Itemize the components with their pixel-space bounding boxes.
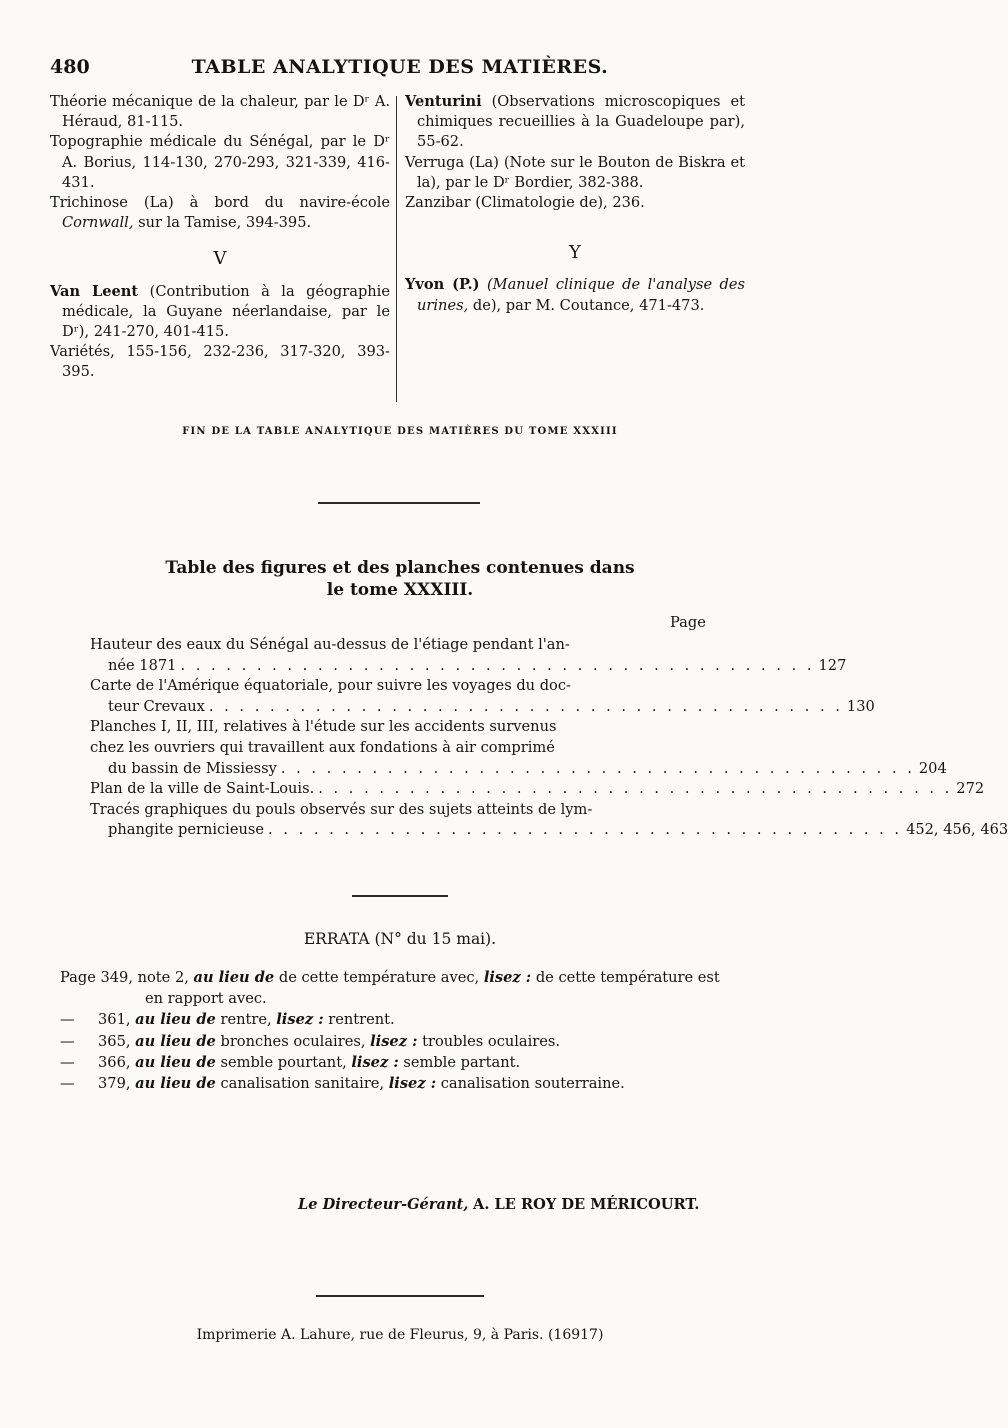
figure-page: 204	[918, 759, 947, 777]
right-column	[405, 92, 745, 316]
errata-right: canalisation souterraine.	[440, 1075, 625, 1093]
entry-head: Yvon (P.)	[405, 276, 480, 294]
page-title: TABLE ANALYTIQUE DES MATIÈRES.	[191, 56, 609, 78]
entry-text: (Observations microscopiques et chimiques recueillies à la Guadeloupe par), 55-62.	[417, 93, 745, 151]
index-entry: Théorie mécanique de la chaleur, par le Dʳ A. Héraud, 81-115.	[50, 93, 390, 131]
leader-dots: . . . . . . . . . . . . . . . . . . . . . . . . . . . . . . . . . . . . . . . . . .	[318, 780, 953, 798]
director-signature	[298, 1196, 699, 1213]
figure-text: Planches I, II, III, relatives à l'étude sur les accidents survenus	[90, 718, 557, 736]
lisez: lisez :	[370, 1032, 418, 1050]
errata-row	[60, 1031, 740, 1052]
errata-lead: —	[60, 1053, 75, 1071]
index-entry	[405, 92, 745, 153]
figure-page: 130	[846, 697, 875, 715]
figure-text: Hauteur des eaux du Sénégal au-dessus de l'étiage pendant l'an-	[90, 636, 570, 653]
leader-dots: . . . . . . . . . . . . . . . . . . . . . . . . . . . . . . . . . . . . . . . . . .	[208, 697, 843, 715]
figures-title-line-1: Table des figures et des planches contenues dans	[165, 558, 635, 578]
errata-wrong: canalisation sanitaire,	[220, 1075, 385, 1093]
figures-title	[100, 557, 700, 601]
column-divider	[396, 96, 397, 402]
figure-text: phangite pernicieuse	[108, 821, 265, 839]
director-name: A. LE ROY DE MÉRICOURT.	[473, 1196, 700, 1213]
horizontal-rule	[316, 1295, 484, 1297]
entry-text: de), par M. Coutance, 471-473.	[468, 296, 705, 314]
au-lieu-de: au lieu de	[135, 1032, 216, 1050]
horizontal-rule	[352, 895, 448, 897]
figure-text: Carte de l'Amérique équatoriale, pour suivre les voyages du doc-	[90, 677, 571, 695]
director-role: Le Directeur-Gérant,	[298, 1196, 469, 1213]
index-entry: Variétés, 155-156, 232-236, 317-320, 393-395.	[50, 343, 390, 381]
figure-item	[90, 717, 947, 779]
errata-page: 366,	[98, 1053, 131, 1071]
errata-wrong: semble pourtant,	[220, 1053, 347, 1071]
au-lieu-de: au lieu de	[135, 1011, 216, 1029]
figure-page: 452, 456, 463	[906, 821, 1008, 839]
figure-text: chez les ouvriers qui travaillent aux fondations à air comprimé	[90, 738, 555, 756]
figure-text: du bassin de Missiessy	[108, 759, 277, 777]
figure-text: teur Crevaux	[108, 697, 205, 715]
lisez: lisez :	[276, 1011, 324, 1029]
lisez: lisez :	[351, 1053, 399, 1071]
page-number: 480	[50, 56, 90, 78]
au-lieu-de: au lieu de	[135, 1053, 216, 1071]
errata-page: 365,	[98, 1032, 131, 1050]
figures-list	[90, 635, 1008, 841]
errata-wrong: de cette température avec,	[278, 969, 480, 986]
index-entry: Topographie médicale du Sénégal, par le Dʳ A. Borius, 114-130, 270-293, 321-339, 416-431.	[50, 133, 390, 191]
figure-text: Tracés graphiques du pouls observés sur des sujets atteints de lym-	[90, 800, 593, 818]
leader-dots: . . . . . . . . . . . . . . . . . . . . . . . . . . . . . . . . . . . . . . . . . .	[268, 821, 903, 839]
errata-wrong: rentre,	[220, 1011, 272, 1029]
figures-title-line-2: le tome XXXIII.	[326, 580, 474, 600]
section-letter-v: V	[213, 248, 227, 270]
left-column	[50, 92, 390, 383]
index-entry	[405, 275, 745, 315]
entry-text: sur la Tamise, 394-395.	[133, 214, 312, 232]
errata-lead: —	[60, 1032, 75, 1050]
figure-page: 272	[956, 780, 985, 798]
errata-lead: —	[60, 1075, 75, 1093]
figure-item	[90, 676, 875, 717]
errata-title: ERRATA (N° du 15 mai).	[303, 930, 497, 948]
horizontal-rule	[318, 502, 480, 504]
entry-head: Venturini	[405, 93, 482, 110]
figure-text: née 1871	[108, 656, 177, 674]
errata-page: 379,	[98, 1075, 131, 1093]
errata-row	[60, 1073, 740, 1094]
lisez: lisez :	[388, 1075, 437, 1093]
index-entry: Zanzibar (Climatologie de), 236.	[405, 194, 645, 212]
leader-dots: . . . . . . . . . . . . . . . . . . . . . . . . . . . . . . . . . . . . . . . . . .	[180, 656, 815, 674]
errata-right: rentrent.	[328, 1011, 395, 1029]
figure-item	[90, 779, 985, 800]
errata-row	[60, 1052, 740, 1073]
errata-right: semble partant.	[403, 1053, 521, 1071]
errata-lead: —	[60, 1011, 75, 1029]
figure-text: Plan de la ville de Saint-Louis.	[90, 780, 315, 798]
au-lieu-de: au lieu de	[135, 1075, 216, 1093]
entry-italic: (Manuel clinique de l'analyse des urines,	[417, 276, 745, 314]
entry-head: Van Leent	[50, 282, 139, 300]
printer-imprint: Imprimerie A. Lahure, rue de Fleurus, 9, à Paris. (16917)	[196, 1327, 604, 1343]
errata-list	[60, 967, 740, 1094]
entry-text: Trichinose (La) à bord du navire-école	[50, 194, 390, 212]
index-entry	[50, 282, 390, 343]
errata-lead: Page 349, note 2,	[60, 969, 189, 986]
figure-item	[90, 635, 847, 676]
end-of-table-line: FIN DE LA TABLE ANALYTIQUE DES MATIÈRES DU TOME XXXIII	[182, 426, 618, 437]
entry-text: (Contribution à la géographie médicale, la Guyane néerlandaise, par le Dʳ), 241-270, 401-415.	[62, 282, 390, 341]
errata-page: 361,	[98, 1011, 131, 1029]
errata-row	[60, 967, 740, 1009]
errata-right: de cette température est en rapport avec.	[145, 969, 720, 1008]
au-lieu-de: au lieu de	[193, 969, 275, 986]
lisez: lisez :	[483, 969, 532, 986]
figure-page: 127	[818, 656, 847, 674]
leader-dots: . . . . . . . . . . . . . . . . . . . . . . . . . . . . . . . . . . . . . . . . . .	[280, 759, 915, 777]
section-letter-y: Y	[569, 242, 581, 264]
index-entry: Verruga (La) (Note sur le Bouton de Biskra et la), par le Dʳ Bordier, 382-388.	[405, 153, 745, 191]
running-header	[50, 56, 750, 84]
errata-wrong: bronches oculaires,	[220, 1032, 366, 1050]
page-column-header: Page	[670, 614, 706, 631]
index-entry	[50, 193, 390, 233]
errata-row	[60, 1009, 740, 1030]
entry-italic: Cornwall,	[62, 214, 134, 232]
figure-item	[90, 800, 1008, 841]
errata-right: troubles oculaires.	[422, 1032, 561, 1050]
